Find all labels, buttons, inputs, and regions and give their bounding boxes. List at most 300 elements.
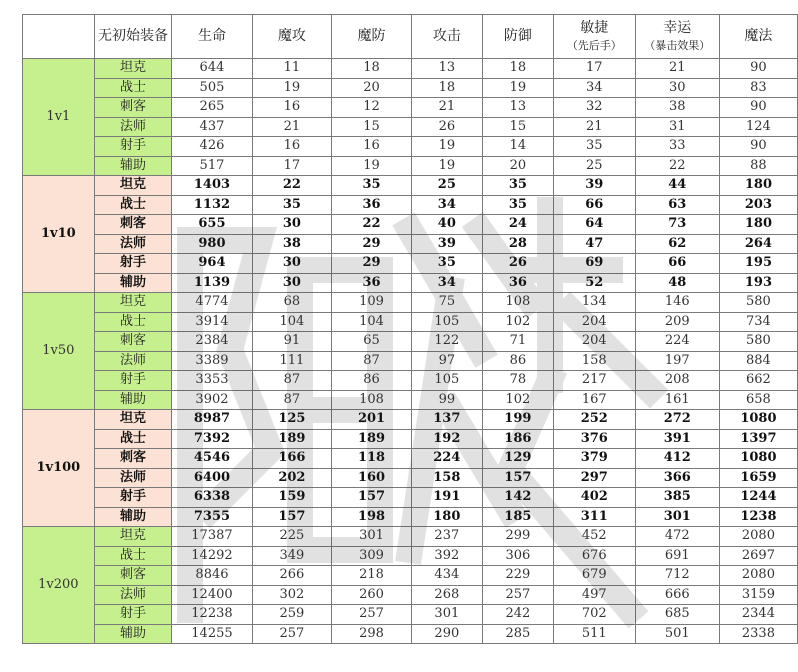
table-row [23,78,798,98]
table-row [23,488,798,508]
stat-cell: 30 [252,273,332,293]
header-cell-matk: 魔攻 [252,15,332,59]
class-cell: 坦克 [94,176,172,196]
class-cell: 刺客 [94,332,172,352]
class-cell: 坦克 [94,527,172,547]
stat-cell: 71 [482,332,553,352]
table-row [23,254,798,274]
stat-cell: 16 [252,98,332,118]
header-luck-label: 幸运 [663,19,692,36]
stat-cell: 108 [332,390,412,410]
stat-cell: 24 [482,215,553,235]
stat-cell: 662 [719,371,797,391]
stat-cell: 734 [719,312,797,332]
header-cell-hp: 生命 [172,15,252,59]
stat-cell: 217 [553,371,635,391]
stat-cell: 2344 [719,605,797,625]
class-cell: 坦克 [94,59,172,79]
stat-cell: 35 [482,195,553,215]
stat-cell: 17387 [172,527,252,547]
stat-cell: 25 [411,176,482,196]
stat-cell: 52 [553,273,635,293]
table-row [23,351,798,371]
stat-cell: 268 [411,585,482,605]
stat-cell: 8987 [172,410,252,430]
stat-cell: 108 [482,293,553,313]
stat-cell: 158 [553,351,635,371]
stat-cell: 129 [482,449,553,469]
stat-cell: 19 [411,156,482,176]
stat-cell: 505 [172,78,252,98]
stat-cell: 272 [635,410,719,430]
table-row [23,234,798,254]
stat-cell: 204 [553,332,635,352]
stat-cell: 2697 [719,546,797,566]
stat-cell: 15 [332,117,412,137]
stat-cell: 691 [635,546,719,566]
stat-cell: 1403 [172,176,252,196]
header-cell-def: 防御 [482,15,553,59]
level-cell: 1v50 [23,293,95,410]
stat-cell: 111 [252,351,332,371]
table-row [23,371,798,391]
stat-cell: 1397 [719,429,797,449]
stat-cell: 75 [411,293,482,313]
stat-cell: 252 [553,410,635,430]
table-row [23,566,798,586]
stat-cell: 86 [482,351,553,371]
stat-cell: 65 [332,332,412,352]
stat-cell: 166 [252,449,332,469]
stat-cell: 30 [252,215,332,235]
stat-cell: 137 [411,410,482,430]
stat-cell: 224 [411,449,482,469]
stat-cell: 21 [635,59,719,79]
stat-cell: 376 [553,429,635,449]
stat-cell: 38 [252,234,332,254]
stat-cell: 301 [411,605,482,625]
stat-cell: 434 [411,566,482,586]
class-cell: 辅助 [94,507,172,527]
stat-cell: 2338 [719,624,797,644]
stat-cell: 31 [635,117,719,137]
stat-cell: 1132 [172,195,252,215]
stat-cell: 35 [553,137,635,157]
class-cell: 坦克 [94,293,172,313]
class-cell: 射手 [94,371,172,391]
class-cell: 刺客 [94,98,172,118]
stat-cell: 290 [411,624,482,644]
header-cell-atk: 攻击 [411,15,482,59]
header-cell-mdef: 魔防 [332,15,412,59]
stat-cell: 189 [252,429,332,449]
stat-cell: 11 [252,59,332,79]
stat-cell: 118 [332,449,412,469]
stat-cell: 69 [553,254,635,274]
stat-cell: 20 [482,156,553,176]
stat-cell: 78 [482,371,553,391]
table-body [23,59,798,644]
stat-cell: 497 [553,585,635,605]
table-row [23,117,798,137]
stat-cell: 102 [482,390,553,410]
stat-cell: 87 [332,351,412,371]
stat-cell: 32 [553,98,635,118]
stat-cell: 36 [482,273,553,293]
stat-cell: 157 [482,468,553,488]
stat-cell: 1244 [719,488,797,508]
stat-cell: 3389 [172,351,252,371]
stat-cell: 658 [719,390,797,410]
stat-cell: 12400 [172,585,252,605]
table-row [23,429,798,449]
table-row [23,156,798,176]
class-cell: 战士 [94,546,172,566]
stat-cell: 501 [635,624,719,644]
stat-cell: 426 [172,137,252,157]
stat-cell: 105 [411,371,482,391]
stat-cell: 712 [635,566,719,586]
stat-cell: 8846 [172,566,252,586]
stat-cell: 309 [332,546,412,566]
class-cell: 射手 [94,137,172,157]
stat-cell: 48 [635,273,719,293]
class-cell: 战士 [94,78,172,98]
stat-cell: 511 [553,624,635,644]
stat-cell: 1238 [719,507,797,527]
stat-cell: 35 [411,254,482,274]
stat-cell: 15 [482,117,553,137]
stat-cell: 88 [719,156,797,176]
table-row [23,605,798,625]
stat-cell: 26 [411,117,482,137]
stat-cell: 4774 [172,293,252,313]
stat-cell: 180 [719,176,797,196]
stat-cell: 437 [172,117,252,137]
stat-cell: 134 [553,293,635,313]
table-row [23,624,798,644]
stat-cell: 16 [332,137,412,157]
table-row [23,332,798,352]
stat-cell: 62 [635,234,719,254]
stat-cell: 257 [332,605,412,625]
stat-cell: 97 [411,351,482,371]
stat-cell: 20 [332,78,412,98]
stat-cell: 13 [482,98,553,118]
stat-cell: 87 [252,390,332,410]
stat-cell: 33 [635,137,719,157]
stat-cell: 391 [635,429,719,449]
stat-cell: 26 [482,254,553,274]
class-cell: 战士 [94,195,172,215]
class-cell: 刺客 [94,566,172,586]
stat-cell: 25 [553,156,635,176]
stat-cell: 12238 [172,605,252,625]
header-luck-sub: （暴击效果） [644,38,711,52]
table-row [23,59,798,79]
class-cell: 坦克 [94,410,172,430]
class-cell: 刺客 [94,215,172,235]
stat-cell: 90 [719,137,797,157]
stat-cell: 17 [252,156,332,176]
stat-cell: 2080 [719,566,797,586]
header-cell-magic: 魔法 [719,15,797,59]
stat-cell: 1659 [719,468,797,488]
stat-cell: 197 [635,351,719,371]
stat-cell: 4546 [172,449,252,469]
stat-cell: 392 [411,546,482,566]
stat-cell: 34 [553,78,635,98]
stat-cell: 18 [411,78,482,98]
stat-cell: 198 [332,507,412,527]
stat-cell: 225 [252,527,332,547]
stat-cell: 36 [332,273,412,293]
stat-cell: 66 [553,195,635,215]
stat-cell: 185 [482,507,553,527]
table-row [23,312,798,332]
stat-cell: 517 [172,156,252,176]
table-row [23,468,798,488]
stat-cell: 264 [719,234,797,254]
stat-cell: 109 [332,293,412,313]
stat-cell: 3353 [172,371,252,391]
stat-cell: 237 [411,527,482,547]
stat-cell: 87 [252,371,332,391]
stat-cell: 265 [172,98,252,118]
stat-cell: 39 [411,234,482,254]
stat-cell: 3902 [172,390,252,410]
header-cell-agi [553,15,635,59]
table-row [23,449,798,469]
class-cell: 法师 [94,585,172,605]
stat-cell: 63 [635,195,719,215]
class-cell: 战士 [94,312,172,332]
stat-cell: 14255 [172,624,252,644]
stat-cell: 21 [553,117,635,137]
stat-cell: 16 [252,137,332,157]
stat-cell: 186 [482,429,553,449]
stat-cell: 472 [635,527,719,547]
stats-table [22,14,798,644]
stat-cell: 257 [482,585,553,605]
stat-cell: 242 [482,605,553,625]
stat-cell: 30 [635,78,719,98]
stat-cell: 655 [172,215,252,235]
stat-cell: 34 [411,195,482,215]
class-cell: 辅助 [94,273,172,293]
stat-cell: 2080 [719,527,797,547]
table-row [23,390,798,410]
class-cell: 法师 [94,351,172,371]
stat-cell: 161 [635,390,719,410]
stat-cell: 218 [332,566,412,586]
stat-cell: 91 [252,332,332,352]
stat-cell: 3159 [719,585,797,605]
table-row [23,176,798,196]
stat-cell: 209 [635,312,719,332]
stat-cell: 366 [635,468,719,488]
stat-cell: 2384 [172,332,252,352]
stat-cell: 266 [252,566,332,586]
stat-cell: 125 [252,410,332,430]
class-cell: 法师 [94,234,172,254]
stat-cell: 86 [332,371,412,391]
stat-cell: 17 [553,59,635,79]
stat-cell: 159 [252,488,332,508]
stat-cell: 203 [719,195,797,215]
level-cell: 1v100 [23,410,95,527]
stat-cell: 19 [411,137,482,157]
level-cell: 1v1 [23,59,95,176]
stat-cell: 311 [553,507,635,527]
stat-cell: 104 [252,312,332,332]
stat-cell: 260 [332,585,412,605]
stat-cell: 167 [553,390,635,410]
stat-cell: 702 [553,605,635,625]
stat-cell: 299 [482,527,553,547]
stat-cell: 22 [332,215,412,235]
stat-cell: 980 [172,234,252,254]
class-cell: 射手 [94,488,172,508]
stat-cell: 99 [411,390,482,410]
stat-cell: 13 [411,59,482,79]
stat-cell: 452 [553,527,635,547]
stat-cell: 7355 [172,507,252,527]
stat-cell: 666 [635,585,719,605]
stat-cell: 580 [719,293,797,313]
stat-cell: 29 [332,234,412,254]
stat-cell: 199 [482,410,553,430]
stat-cell: 201 [332,410,412,430]
stat-cell: 884 [719,351,797,371]
stat-cell: 40 [411,215,482,235]
stat-cell: 192 [411,429,482,449]
stat-cell: 158 [411,468,482,488]
stat-cell: 259 [252,605,332,625]
stat-cell: 402 [553,488,635,508]
stat-cell: 29 [332,254,412,274]
table-row [23,137,798,157]
class-cell: 刺客 [94,449,172,469]
stat-cell: 229 [482,566,553,586]
stat-cell: 21 [252,117,332,137]
stat-cell: 14 [482,137,553,157]
stat-cell: 19 [332,156,412,176]
stat-cell: 105 [411,312,482,332]
stat-cell: 349 [252,546,332,566]
class-cell: 辅助 [94,156,172,176]
stat-cell: 379 [553,449,635,469]
stat-cell: 6338 [172,488,252,508]
table-row [23,273,798,293]
stat-cell: 18 [332,59,412,79]
stat-cell: 7392 [172,429,252,449]
stat-cell: 21 [411,98,482,118]
stat-cell: 160 [332,468,412,488]
stat-cell: 38 [635,98,719,118]
stat-cell: 385 [635,488,719,508]
stat-cell: 34 [411,273,482,293]
stat-cell: 44 [635,176,719,196]
stat-cell: 297 [553,468,635,488]
class-cell: 射手 [94,605,172,625]
stat-cell: 90 [719,59,797,79]
stat-cell: 301 [332,527,412,547]
stat-cell: 3914 [172,312,252,332]
table-row [23,585,798,605]
stat-cell: 18 [482,59,553,79]
stat-cell: 180 [719,215,797,235]
stat-cell: 412 [635,449,719,469]
stat-cell: 298 [332,624,412,644]
table-row [23,195,798,215]
stat-cell: 191 [411,488,482,508]
class-cell: 法师 [94,468,172,488]
stat-cell: 83 [719,78,797,98]
stat-cell: 306 [482,546,553,566]
stat-cell: 208 [635,371,719,391]
stat-cell: 676 [553,546,635,566]
stat-cell: 104 [332,312,412,332]
level-cell: 1v200 [23,527,95,644]
stat-cell: 73 [635,215,719,235]
stat-cell: 146 [635,293,719,313]
stat-cell: 28 [482,234,553,254]
header-cell-equip: 无初始装备 [94,15,172,59]
class-cell: 射手 [94,254,172,274]
stat-cell: 47 [553,234,635,254]
stat-cell: 193 [719,273,797,293]
stat-cell: 122 [411,332,482,352]
stat-cell: 257 [252,624,332,644]
stat-cell: 679 [553,566,635,586]
stat-cell: 204 [553,312,635,332]
stat-cell: 30 [252,254,332,274]
stat-cell: 142 [482,488,553,508]
class-cell: 战士 [94,429,172,449]
table-row [23,410,798,430]
class-cell: 法师 [94,117,172,137]
class-cell: 辅助 [94,390,172,410]
stat-cell: 285 [482,624,553,644]
stat-cell: 302 [252,585,332,605]
stat-cell: 964 [172,254,252,274]
stat-cell: 12 [332,98,412,118]
stat-cell: 195 [719,254,797,274]
stat-cell: 36 [332,195,412,215]
stat-cell: 157 [332,488,412,508]
stat-cell: 644 [172,59,252,79]
stat-cell: 64 [553,215,635,235]
header-agi-sub: （先后手） [566,38,622,52]
header-cell-luck [635,15,719,59]
class-cell: 辅助 [94,624,172,644]
stat-cell: 19 [252,78,332,98]
stat-cell: 22 [635,156,719,176]
stat-cell: 1139 [172,273,252,293]
header-row [23,15,798,59]
stat-cell: 22 [252,176,332,196]
table-row [23,98,798,118]
stat-cell: 685 [635,605,719,625]
stat-cell: 6400 [172,468,252,488]
stat-cell: 35 [252,195,332,215]
stat-cell: 224 [635,332,719,352]
stat-cell: 1080 [719,410,797,430]
stat-cell: 68 [252,293,332,313]
stat-cell: 189 [332,429,412,449]
stat-cell: 202 [252,468,332,488]
